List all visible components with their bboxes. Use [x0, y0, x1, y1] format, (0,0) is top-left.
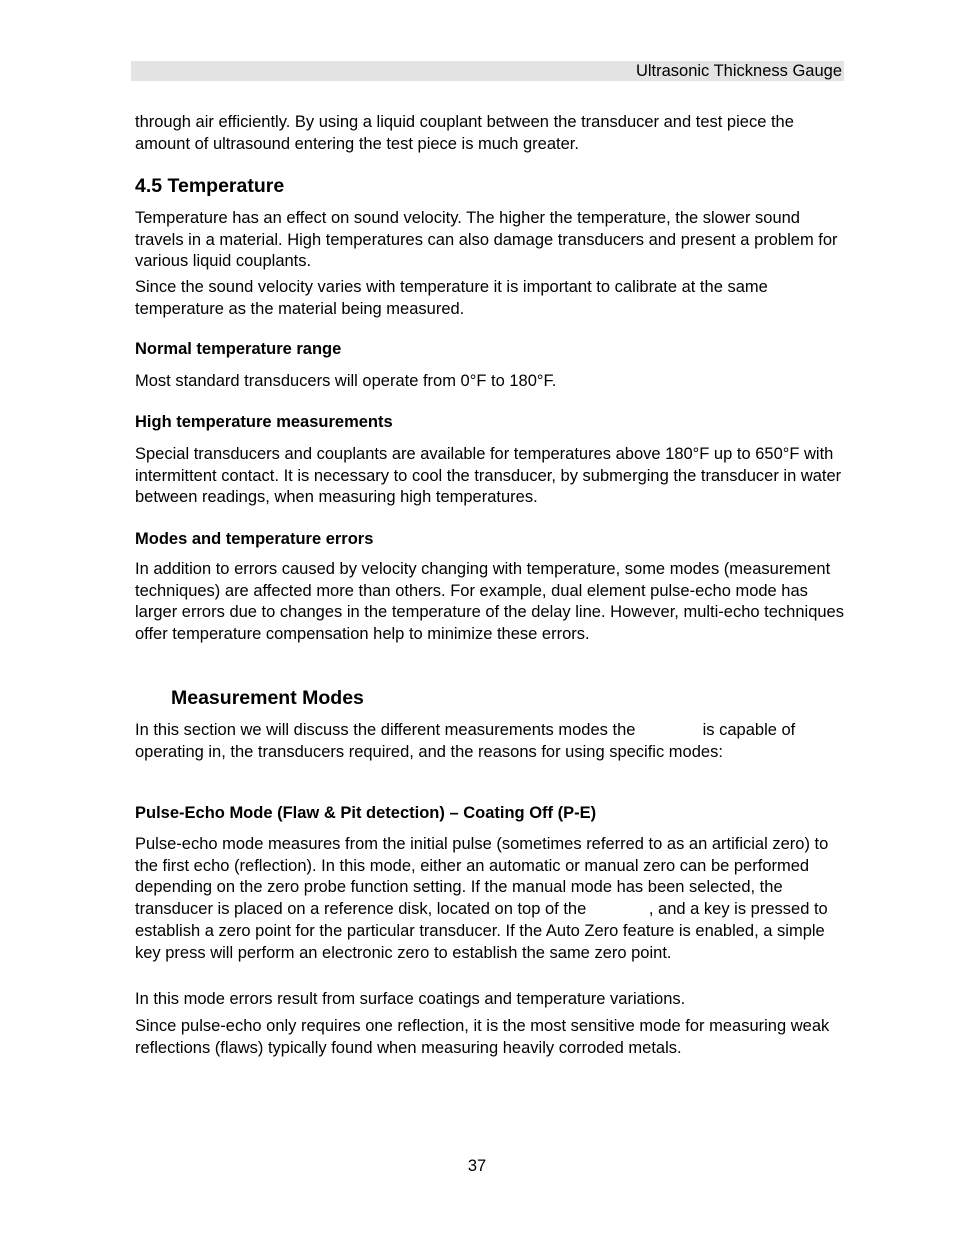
normal-temp-text: Most standard transducers will operate from 0°F to 180°F.: [135, 372, 557, 390]
section-temperature-heading: [135, 175, 847, 198]
pulse-echo-para2-block: [135, 989, 847, 1011]
temperature-para2: Since the sound velocity varies with temperature it is important to calibrate at the same temperature as the material being measured.: [135, 278, 768, 318]
high-temp-text-block: [135, 444, 847, 509]
pulse-echo-para3-block: [135, 1016, 847, 1059]
modes-errors-heading-block: [135, 530, 847, 549]
pulse-echo-heading-block: [135, 804, 847, 823]
measurement-modes-heading: Measurement Modes: [171, 687, 364, 709]
pulse-echo-para1: [135, 834, 847, 964]
high-temp-heading: High temperature measurements: [135, 413, 393, 431]
pulse-echo-para3: Since pulse-echo only requires one reflection, it is the most sensitive mode for measuring weak reflections (flaws) typically found when measuring heavily corroded metals.: [135, 1017, 830, 1057]
pulse-echo-para1-part2: , and a key is pressed to establish a zero point for the particular transducer. If the Auto Zero feature is enabled, a simple key press will perform an electronic zero to establish the same zero point.: [135, 900, 828, 962]
page-number: 37: [467, 1157, 487, 1175]
measurement-modes-intro-block: [135, 720, 847, 763]
temperature-heading: 4.5 Temperature: [135, 175, 285, 197]
measurement-modes-heading-block: [171, 687, 883, 710]
pulse-echo-para1-block: [135, 834, 847, 964]
intro-text: through air efficiently. By using a liquid couplant between the transducer and test piece the amount of ultrasound entering the test piece is much greater.: [135, 113, 794, 153]
temperature-para1: Temperature has an effect on sound velocity. The higher the temperature, the slower sound travels in a material. High temperatures can also damage transducers and present a problem for various liquid couplants.: [135, 209, 838, 271]
pulse-echo-para2: In this mode errors result from surface coatings and temperature variations.: [135, 990, 686, 1008]
intro-paragraph: [135, 112, 847, 155]
pulse-echo-para1-part1: Pulse-echo mode measures from the initial pulse (sometimes referred to as an artificial zero) to the first echo (reflection). In this mode, either an automatic or manual zero can be performed depending on the zero probe function setting. If the manual mode has been selected, the transducer is placed on a reference disk, located on top of the: [135, 835, 829, 919]
measurement-modes-intro: [135, 720, 847, 763]
temperature-para1-block: [135, 208, 847, 273]
normal-temp-text-block: [135, 371, 847, 393]
header-title: Ultrasonic Thickness Gauge: [635, 62, 842, 80]
high-temp-heading-block: [135, 413, 847, 432]
pulse-echo-heading: Pulse-Echo Mode (Flaw & Pit detection) – Coating Off (P-E): [135, 804, 597, 822]
measurement-modes-intro-part1: In this section we will discuss the different measurements modes the: [135, 721, 636, 739]
modes-errors-heading: Modes and temperature errors: [135, 530, 374, 548]
temperature-para2-block: [135, 277, 847, 320]
modes-errors-text-block: [135, 559, 847, 646]
measurement-modes-intro-part2: is capable of operating in, the transducers required, and the reasons for using specific modes:: [135, 721, 796, 761]
high-temp-text: Special transducers and couplants are available for temperatures above 180°F up to 650°F with intermittent contact. It is necessary to cool the transducer, by submerging the transducer in water between readings, when measuring high temperatures.: [135, 445, 842, 507]
normal-temp-heading: Normal temperature range: [135, 340, 342, 358]
modes-errors-text: In addition to errors caused by velocity changing with temperature, some modes (measurement techniques) are affected more than others. For example, dual element pulse-echo mode has larger errors due to changes in the temperature of the delay line. However, multi-echo techniques offer temperature compensation help to minimize these errors.: [135, 560, 844, 644]
normal-temp-heading-block: [135, 340, 847, 359]
